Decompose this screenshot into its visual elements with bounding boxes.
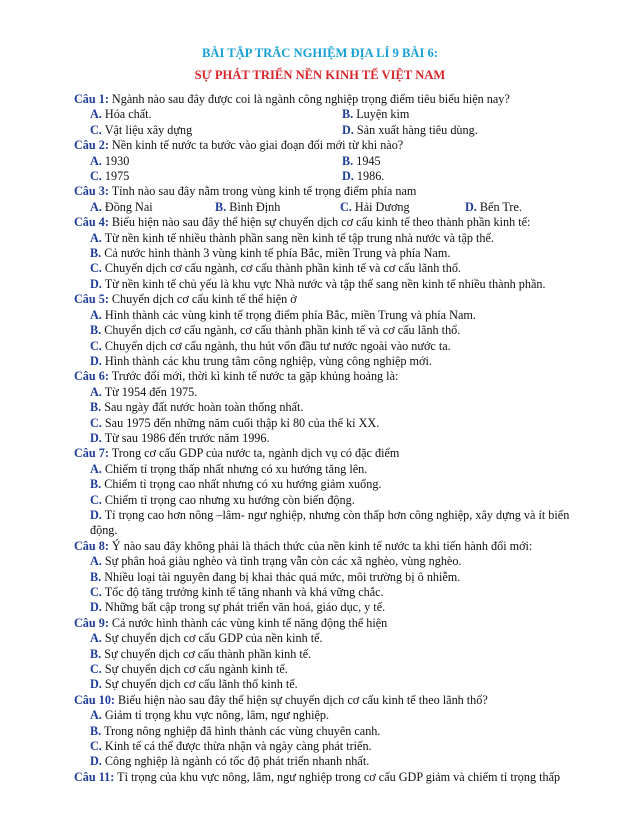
- option-text: Sự chuyển dịch cơ cấu ngành kinh tế.: [104, 662, 288, 677]
- answer-option: [74, 677, 594, 692]
- option-text: Chuyển dịch cơ cấu ngành, cơ cấu thành phần kinh tế và cơ cấu lãnh thổ.: [104, 323, 461, 338]
- answer-option: [74, 739, 594, 754]
- option-text: Sau ngày đất nước hoàn toàn thống nhất.: [104, 400, 304, 415]
- answer-option: [465, 200, 590, 215]
- option-text: Chuyển dịch cơ cấu ngành, cơ cấu thành phần kinh tế và cơ cấu lãnh thổ.: [104, 261, 461, 276]
- option-letter: C.: [90, 739, 102, 754]
- option-text: Sản xuất hàng tiêu dùng.: [356, 122, 478, 137]
- option-text: Kinh tế cá thể được thừa nhận và ngày càng phát triển.: [104, 739, 372, 754]
- option-text: Chiếm tỉ trọng cao nhưng xu hướng còn biến động.: [104, 492, 355, 507]
- question-text: Trong cơ cấu GDP của nước ta, ngành dịch vụ có đặc điểm: [111, 446, 400, 461]
- question-block: [74, 215, 594, 292]
- option-text: Từ sau 1986 đến trước năm 1996.: [104, 430, 270, 445]
- option-text: Hóa chất.: [104, 107, 152, 122]
- option-text: Công nghiệp là ngành có tốc độ phát triển nhanh nhất.: [104, 754, 370, 769]
- answer-option: [90, 123, 342, 138]
- option-letter: C.: [90, 169, 102, 184]
- answer-option: [74, 462, 594, 477]
- answer-option: [74, 400, 594, 415]
- question-block: [74, 770, 594, 785]
- option-letter: B.: [90, 646, 102, 661]
- option-text: Đồng Nai: [104, 199, 153, 214]
- option-letter: A.: [90, 199, 102, 214]
- question-stem: [74, 446, 594, 461]
- option-letter: B.: [90, 723, 102, 738]
- option-row: [74, 107, 594, 122]
- option-text: 1945: [356, 153, 381, 168]
- option-text: Những bất cập trong sự phát triển văn hoá, giáo dục, y tế.: [104, 600, 386, 615]
- option-text: 1986.: [356, 169, 385, 184]
- question-stem: [74, 215, 594, 230]
- question-stem: [74, 138, 594, 153]
- answer-option: [74, 754, 594, 769]
- question-stem: [74, 184, 594, 199]
- option-letter: C.: [90, 415, 102, 430]
- question-text: Cả nước hình thành các vùng kinh tế năng động thể hiện: [111, 615, 388, 630]
- answer-option: [74, 323, 594, 338]
- option-text: 1975: [104, 169, 130, 184]
- option-letter: B.: [90, 323, 102, 338]
- option-letter: A.: [90, 384, 102, 399]
- option-letter: C.: [90, 585, 102, 599]
- question-text: Tỉ trọng của khu vực nông, lâm, ngư nghiệp trong cơ cấu GDP giảm và chiếm tỉ trọng thấp: [117, 769, 561, 784]
- question-number: Câu 10:: [74, 692, 115, 707]
- answer-option: [74, 431, 594, 446]
- option-letter: A.: [90, 461, 102, 476]
- option-letter: B.: [342, 153, 354, 168]
- answer-option: [74, 554, 594, 569]
- option-letter: D.: [342, 122, 354, 137]
- answer-option: [74, 508, 594, 539]
- answer-option: [74, 585, 594, 600]
- question-text: Chuyển dịch cơ cấu kinh tế thể hiện ở: [111, 292, 297, 307]
- question-number: Câu 2:: [74, 138, 109, 153]
- answer-option: [90, 154, 342, 169]
- question-number: Câu 6:: [74, 369, 109, 384]
- option-letter: D.: [90, 754, 102, 769]
- option-letter: C.: [90, 338, 102, 353]
- option-letter: B.: [342, 107, 354, 122]
- question-block: [74, 616, 594, 693]
- option-letter: A.: [90, 554, 102, 569]
- option-text: 1930: [104, 153, 130, 168]
- answer-option: [74, 647, 594, 662]
- question-text: Biểu hiện nào sau đây thể hiện sự chuyển dịch cơ cấu kinh tế theo thành phần kinh tế:: [111, 215, 531, 230]
- question-stem: [74, 616, 594, 631]
- option-text: Sau 1975 đến những năm cuối thập kỉ 80 của thế kỉ XX.: [104, 415, 380, 430]
- option-letter: B.: [215, 199, 227, 214]
- answer-option: [74, 493, 594, 508]
- answer-option: [74, 354, 594, 369]
- option-letter: A.: [90, 631, 102, 646]
- option-row: [74, 200, 594, 215]
- answer-option: [74, 570, 594, 585]
- question-block: [74, 184, 594, 215]
- question-stem: [74, 92, 594, 107]
- answer-option: [90, 200, 215, 215]
- option-text: Bến Tre.: [479, 199, 522, 214]
- answer-option: [340, 200, 465, 215]
- option-letter: D.: [342, 169, 354, 184]
- option-row: [74, 169, 594, 184]
- option-letter: C.: [90, 122, 102, 137]
- question-text: Nền kinh tế nước ta bước vào giai đoạn đổi mới từ khi nào?: [111, 138, 404, 153]
- option-letter: B.: [90, 400, 102, 415]
- option-letter: D.: [465, 199, 477, 214]
- question-text: Trước đổi mới, thời kì kinh tế nước ta gặp khủng hoảng là:: [111, 369, 399, 384]
- question-number: Câu 11:: [74, 769, 115, 784]
- option-text: Từ nền kinh tế nhiều thành phần sang nền kinh tế tập trung nhà nước và tập thể.: [104, 230, 494, 245]
- document-title: BÀI TẬP TRẮC NGHIỆM ĐỊA LÍ 9 BÀI 6:: [201, 46, 439, 60]
- answer-option: [215, 200, 340, 215]
- answer-option: [342, 107, 594, 122]
- answer-option: [74, 416, 594, 431]
- option-text: Giảm tỉ trọng khu vực nông, lâm, ngư nghiệp.: [104, 708, 330, 723]
- question-text: Biểu hiện nào sau đây thể hiện sự chuyển dịch cơ cấu kinh tế theo lãnh thổ?: [118, 692, 488, 707]
- answer-option: [90, 107, 342, 122]
- option-text: Luyện kim: [356, 107, 410, 122]
- option-letter: D.: [90, 677, 102, 692]
- option-text: Sự phân hoá giàu nghèo và tình trạng vẫn còn các xã nghèo, vùng nghèo.: [104, 554, 462, 569]
- option-letter: D.: [90, 507, 102, 522]
- question-text: Ý nào sau đây không phải là thách thức của nền kinh tế nước ta khi tiến hành đổi mới:: [111, 538, 533, 553]
- question-number: Câu 7:: [74, 446, 109, 461]
- question-text: Ngành nào sau đây được coi là ngành công nghiệp trọng điểm tiêu biểu hiện nay?: [111, 92, 510, 106]
- option-text: Sự chuyển dịch cơ cấu GDP của nền kinh tế.: [104, 631, 323, 646]
- option-letter: A.: [90, 307, 102, 322]
- answer-option: [74, 662, 594, 677]
- option-letter: C.: [90, 261, 102, 276]
- answer-option: [74, 339, 594, 354]
- option-text: Nhiều loại tài nguyên đang bị khai thác quá mức, môi trường bị ô nhiễm.: [104, 569, 461, 584]
- question-block: [74, 292, 594, 369]
- option-letter: A.: [90, 708, 102, 723]
- question-block: [74, 369, 594, 446]
- question-stem: [74, 292, 594, 307]
- question-number: Câu 1:: [74, 92, 109, 106]
- option-letter: A.: [90, 230, 102, 245]
- option-letter: D.: [90, 600, 102, 615]
- option-letter: B.: [90, 477, 102, 492]
- option-text: Tốc độ tăng trưởng kinh tế tăng nhanh và khá vững chắc.: [104, 585, 384, 599]
- question-block: [74, 446, 594, 538]
- option-text: Hình thành các khu trung tâm công nghiệp, vùng công nghiệp mới.: [104, 353, 432, 368]
- question-number: Câu 4:: [74, 215, 109, 230]
- question-block: [74, 539, 594, 616]
- question-number: Câu 3:: [74, 184, 109, 199]
- question-stem: [74, 693, 594, 708]
- option-text: Vật liệu xây dựng: [104, 122, 193, 137]
- option-letter: A.: [90, 107, 102, 122]
- option-text: Chuyển dịch cơ cấu ngành, thu hút vốn đầu tư nước ngoài vào nước ta.: [104, 338, 451, 353]
- option-text: Sự chuyển dịch cơ cấu thành phần kinh tế.: [104, 646, 312, 661]
- question-block: [74, 138, 594, 184]
- option-text: Chiếm tỉ trọng cao nhất nhưng có xu hướng giảm xuống.: [104, 477, 382, 492]
- document-subtitle: SỰ PHÁT TRIỂN NỀN KINH TẾ VIỆT NAM: [194, 68, 446, 82]
- option-letter: C.: [340, 199, 352, 214]
- question-stem: [74, 770, 594, 785]
- option-text: Trong nông nghiệp đã hình thành các vùng chuyên canh.: [104, 723, 381, 738]
- question-stem: [74, 369, 594, 384]
- option-letter: D.: [90, 353, 102, 368]
- option-text: Chiếm tỉ trọng thấp nhất nhưng có xu hướng tăng lên.: [104, 461, 368, 476]
- option-text: Hình thành các vùng kinh tế trọng điểm phía Bắc, miền Trung và phía Nam.: [104, 307, 476, 322]
- option-text: Từ nền kinh tế chủ yếu là khu vực Nhà nước và tập thể sang nền kinh tế nhiều thành phần.: [104, 276, 546, 291]
- answer-option: [74, 246, 594, 261]
- question-number: Câu 9:: [74, 615, 109, 630]
- answer-option: [90, 169, 342, 184]
- option-letter: D.: [90, 430, 102, 445]
- answer-option: [74, 385, 594, 400]
- option-text: Cả nước hình thành 3 vùng kinh tế phía Bắc, miền Trung và phía Nam.: [104, 246, 451, 261]
- question-stem: [74, 539, 594, 554]
- option-text: Sự chuyển dịch cơ cấu lãnh thổ kinh tế.: [104, 677, 298, 692]
- answer-option: [342, 169, 594, 184]
- question-block: [74, 693, 594, 770]
- option-row: [74, 154, 594, 169]
- option-text: Bình Định: [229, 199, 281, 214]
- answer-option: [74, 231, 594, 246]
- option-text: Từ 1954 đến 1975.: [104, 384, 198, 399]
- answer-option: [342, 154, 594, 169]
- option-row: [74, 123, 594, 138]
- option-letter: B.: [90, 246, 102, 261]
- answer-option: [74, 600, 594, 615]
- question-number: Câu 8:: [74, 538, 109, 553]
- answer-option: [74, 708, 594, 723]
- option-text: Hải Dương: [354, 199, 410, 214]
- option-letter: C.: [90, 492, 102, 507]
- answer-option: [74, 631, 594, 646]
- answer-option: [74, 724, 594, 739]
- answer-option: [74, 308, 594, 323]
- question-block: [74, 92, 594, 138]
- option-letter: D.: [90, 276, 102, 291]
- answer-option: [74, 477, 594, 492]
- option-letter: B.: [90, 569, 102, 584]
- question-list: [74, 92, 594, 785]
- option-letter: A.: [90, 153, 102, 168]
- answer-option: [342, 123, 594, 138]
- option-text: Tỉ trọng cao hơn nông –lâm- ngư nghiệp, nhưng còn thấp hơn công nghiệp, xây dựng và ít biến động.: [90, 507, 570, 538]
- question-number: Câu 5:: [74, 292, 109, 307]
- option-letter: C.: [90, 662, 102, 677]
- question-text: Tỉnh nào sau đây nằm trong vùng kinh tế trọng điểm phía nam: [111, 184, 417, 199]
- answer-option: [74, 261, 594, 276]
- answer-option: [74, 277, 594, 292]
